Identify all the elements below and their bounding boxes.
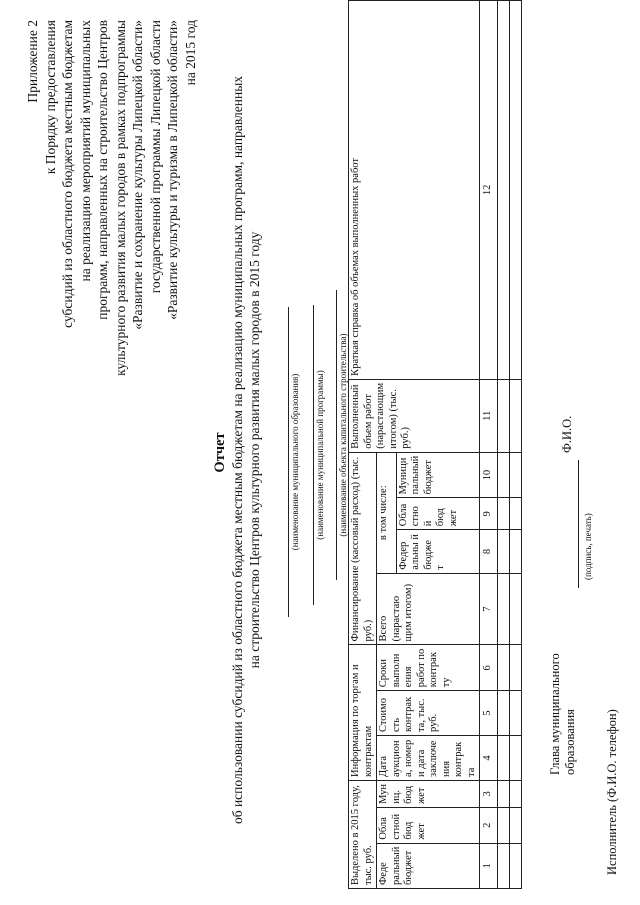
signature-line	[578, 460, 579, 588]
fin-regional-header: Обла стно й бюд жет	[396, 498, 479, 530]
allocated-header: Выделено в 2015 году, тыс. руб.	[349, 780, 377, 888]
column-number: 8	[480, 530, 498, 574]
municipality-blank-line	[288, 307, 289, 617]
column-number: 1	[480, 843, 498, 888]
empty-cell[interactable]	[497, 736, 509, 781]
municipality-caption: (наименование муниципального образования)	[290, 373, 300, 551]
empty-cell[interactable]	[509, 498, 521, 530]
table-row	[497, 1, 509, 889]
empty-cell[interactable]	[497, 843, 509, 888]
column-number: 11	[480, 379, 498, 452]
regional-header: Обла стной бюд жет	[377, 807, 480, 843]
empty-cell[interactable]	[509, 452, 521, 498]
contract-cost-header: Стоимо сть контрак та, тыс. руб.	[377, 691, 480, 736]
empty-cell[interactable]	[497, 807, 509, 843]
appendix-line: программ, направленных на строительство Центров	[95, 20, 110, 320]
empty-cell[interactable]	[497, 530, 509, 574]
appendix-line: субсидий из областного бюджета местным бюджетам	[60, 20, 75, 328]
empty-cell[interactable]	[497, 498, 509, 530]
empty-cell[interactable]	[509, 379, 521, 452]
total-header: Всего (нарастаю щим итогом)	[377, 573, 480, 645]
column-number: 9	[480, 498, 498, 530]
head-of-municipality-label	[548, 653, 578, 775]
contracts-header: Информация по торгам и контрактам	[349, 645, 377, 780]
head-label-line: образования	[563, 709, 577, 775]
column-number: 7	[480, 573, 498, 645]
empty-cell[interactable]	[497, 452, 509, 498]
appendix-line: на 2015 год	[182, 20, 198, 86]
signature-caption: (подпись, печать)	[583, 513, 593, 580]
empty-cell[interactable]	[497, 780, 509, 807]
report-subtitle	[230, 55, 263, 845]
empty-cell[interactable]	[509, 1, 521, 380]
executor-label: Исполнитель (Ф.И.О. телефон)	[605, 709, 619, 875]
appendix-line: на реализацию мероприятий муниципальных	[77, 20, 93, 282]
empty-cell[interactable]	[509, 736, 521, 781]
fin-federal-header: Федер альны й бюдже т	[396, 530, 479, 574]
fin-municipal-header: Муници пальный бюджет	[396, 452, 479, 498]
financing-header: Финансирование (кассовый расход) (тыс. руб.)	[349, 452, 377, 645]
summary-header: Краткая справка об объемах выполненных работ	[349, 1, 480, 380]
appendix-line: государственной программы Липецкой области	[147, 20, 163, 294]
empty-cell[interactable]	[509, 780, 521, 807]
program-caption: (наименование муниципальной программы)	[315, 370, 325, 540]
empty-cell[interactable]	[509, 843, 521, 888]
appendix-title: Приложение 2	[25, 20, 40, 103]
column-number-row	[480, 1, 498, 889]
fio-label: Ф.И.О.	[560, 415, 574, 453]
including-header: в том числе:	[377, 452, 397, 573]
empty-cell[interactable]	[509, 691, 521, 736]
federal-header: Феде ральный бюджет	[377, 843, 480, 888]
empty-cell[interactable]	[497, 379, 509, 452]
empty-cell[interactable]	[497, 645, 509, 691]
object-blank-line	[336, 290, 337, 580]
column-number: 5	[480, 691, 498, 736]
terms-header: Сроки выполн ения работ по контрак ту	[377, 645, 480, 691]
column-number: 6	[480, 645, 498, 691]
column-number: 12	[480, 1, 498, 380]
empty-cell[interactable]	[509, 530, 521, 574]
table-row	[509, 1, 521, 889]
column-number: 2	[480, 807, 498, 843]
municipal-header: Мун иц. бюд жет	[377, 780, 480, 807]
empty-cell[interactable]	[509, 807, 521, 843]
appendix-line: к Порядку предоставления	[42, 20, 58, 175]
empty-cell[interactable]	[509, 573, 521, 645]
appendix-line: «Развитие и сохранение культуры Липецкой области»	[130, 20, 145, 330]
empty-cell[interactable]	[509, 645, 521, 691]
completed-header: Выполненный объем работ (нарастающим итогом) (тыс. руб.)	[349, 379, 480, 452]
empty-cell[interactable]	[497, 573, 509, 645]
column-number: 3	[480, 780, 498, 807]
appendix-header	[24, 20, 199, 400]
report-title: Отчет	[212, 432, 228, 473]
object-caption: (наименование объекта капитального строительства)	[338, 333, 348, 537]
report-subtitle-line: об использовании субсидий из областного бюджета местным бюджетам на реализацию муниципальных программ, направленных	[230, 75, 245, 825]
column-number: 10	[480, 452, 498, 498]
auction-date-header: Дата аукцион а, номер и дата заключе ния контрак та	[377, 736, 480, 781]
empty-cell[interactable]	[497, 1, 509, 380]
empty-cell[interactable]	[497, 691, 509, 736]
column-number: 4	[480, 736, 498, 781]
head-label-line: Глава муниципального	[548, 653, 562, 775]
appendix-line: культурного развития малых городов в рамках подпрограммы	[112, 20, 128, 376]
report-table	[348, 0, 522, 889]
report-subtitle-line: на строительство Центров культурного развития малых городов в 2015 году	[246, 231, 262, 669]
program-blank-line	[313, 305, 314, 605]
appendix-line: «Развитие культуры и туризма в Липецкой области»	[165, 20, 180, 320]
